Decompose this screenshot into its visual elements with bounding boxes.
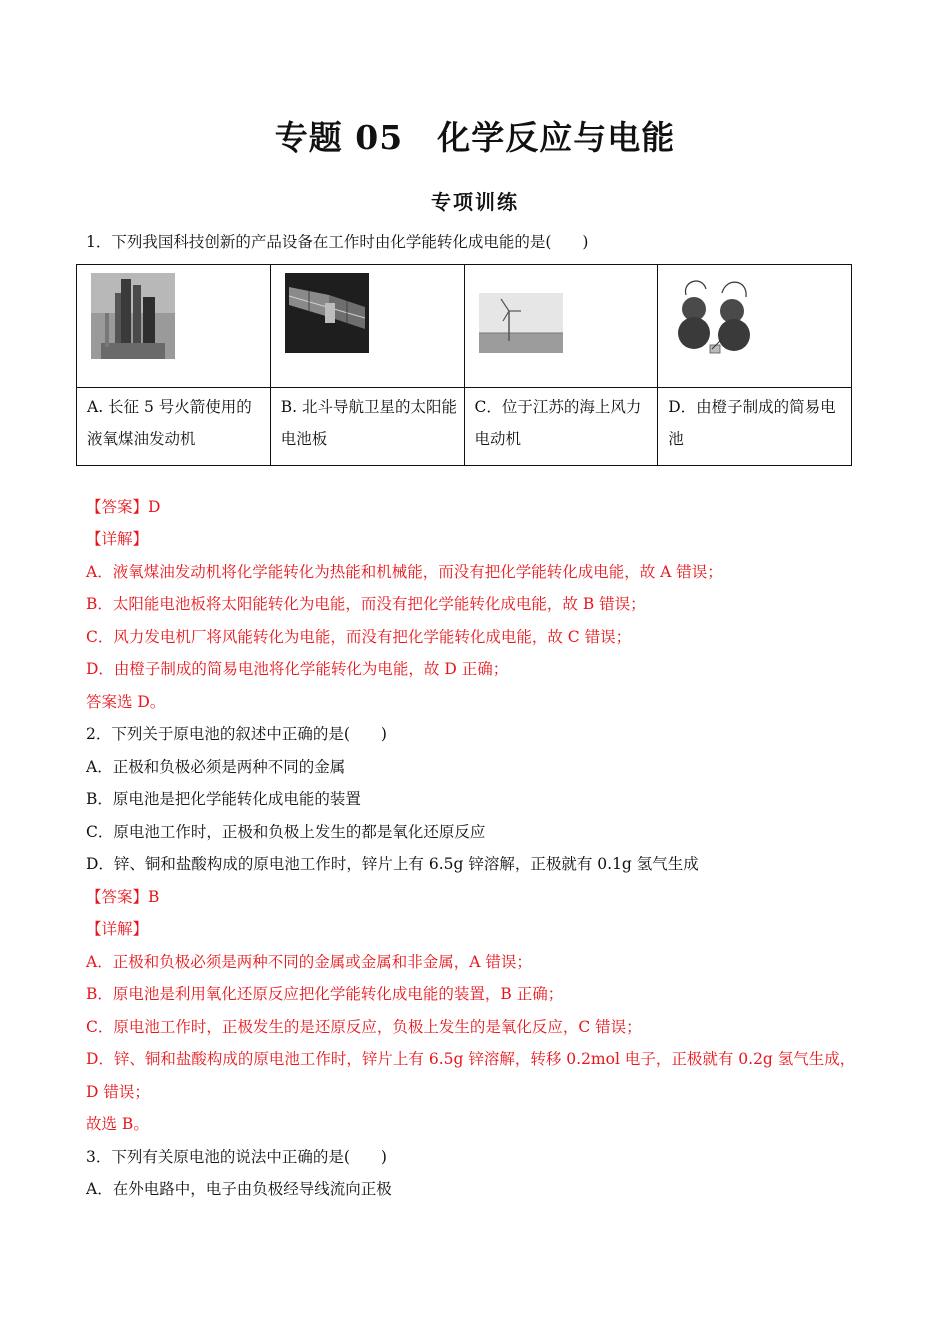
option-d-text: D．由橙子制成的简易电池	[658, 388, 852, 466]
q3-option-a: A．在外电路中，电子由负极经导线流向正极	[86, 1180, 392, 1198]
q2-answer: 【答案】B	[86, 888, 160, 906]
q2-detail-label: 【详解】	[86, 920, 149, 938]
q2-explanation-a: A．正极和负极必须是两种不同的金属或金属和非金属，A 错误；	[86, 953, 532, 971]
q1-options-table	[76, 264, 852, 466]
option-a-text: A. 长征 5 号火箭使用的液氧煤油发动机	[77, 388, 271, 466]
q2-explanation-b: B．原电池是利用氧化还原反应把化学能转化成电能的装置，B 正确；	[86, 985, 564, 1003]
q2-stem: 2．下列关于原电池的叙述中正确的是( )	[86, 725, 387, 743]
q2-option-b: B．原电池是把化学能转化成电能的装置	[86, 790, 361, 808]
q2-conclusion: 故选 B。	[86, 1115, 149, 1133]
q2-option-a: A．正极和负极必须是两种不同的金属	[86, 758, 346, 776]
q3-stem: 3．下列有关原电池的说法中正确的是( )	[86, 1148, 387, 1166]
q2-option-d: D．锌、铜和盐酸构成的原电池工作时，锌片上有 6.5g 锌溶解，正极就有 0.1g 氢气生成	[86, 855, 699, 873]
q1-detail-label: 【详解】	[86, 530, 149, 548]
page-title: 专题 05 化学反应与电能	[274, 118, 676, 157]
wind-turbine-photo	[479, 293, 563, 379]
q1-conclusion: 答案选 D。	[86, 693, 166, 711]
q2-explanation-d-cont: D 错误；	[86, 1083, 150, 1101]
q1-explanation-c: C．风力发电机厂将风能转化为电能，而没有把化学能转化成电能，故 C 错误；	[86, 628, 632, 646]
q2-explanation-c: C．原电池工作时，正极发生的是还原反应，负极上发生的是氧化反应，C 错误；	[86, 1018, 642, 1036]
q2-explanation-d: D．锌、铜和盐酸构成的原电池工作时，锌片上有 6.5g 锌溶解，转移 0.2mol 电子，正极就有 0.2g 氢气生成，	[86, 1050, 856, 1068]
option-c-text: C．位于江苏的海上风力电动机	[464, 388, 658, 466]
q1-explanation-d: D．由橙子制成的简易电池将化学能转化为电能，故 D 正确；	[86, 660, 509, 678]
q1-explanation-b: B．太阳能电池板将太阳能转化为电能，而没有把化学能转化成电能，故 B 错误；	[86, 595, 646, 613]
q1-explanation-a: A．液氧煤油发动机将化学能转化为热能和机械能，而没有把化学能转化成电能，故 A 错误；	[86, 563, 723, 581]
option-a-image-cell	[77, 265, 271, 388]
q1-answer: 【答案】D	[86, 498, 161, 516]
page-subtitle: 专项训练	[431, 190, 519, 214]
option-c-image-cell	[464, 265, 658, 388]
solar-panel-photo	[285, 273, 369, 359]
option-b-image-cell	[270, 265, 464, 388]
option-d-image-cell	[658, 265, 852, 388]
option-b-text: B. 北斗导航卫星的太阳能电池板	[270, 388, 464, 466]
q2-option-c: C．原电池工作时，正极和负极上发生的都是氧化还原反应	[86, 823, 486, 841]
q1-stem: 1．下列我国科技创新的产品设备在工作时由化学能转化成电能的是( )	[86, 233, 589, 251]
orange-battery-photo	[672, 273, 762, 359]
rocket-photo	[91, 273, 175, 359]
